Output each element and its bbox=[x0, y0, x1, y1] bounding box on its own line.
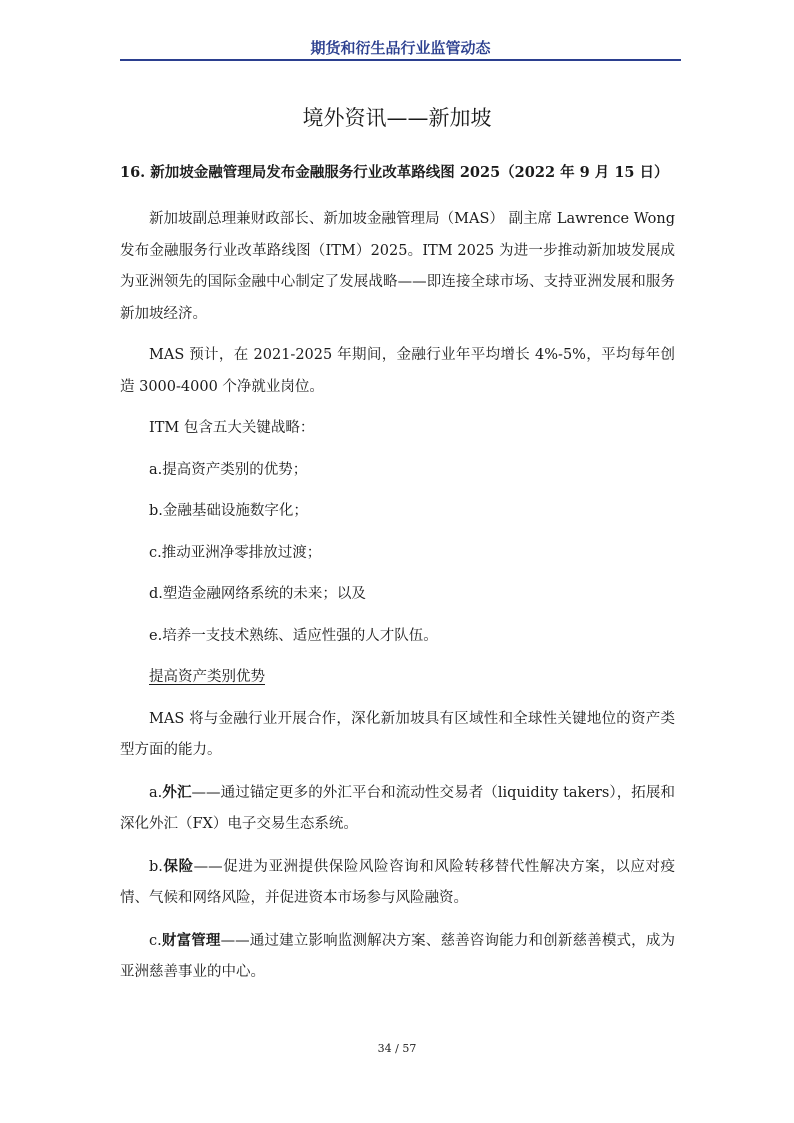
detail-term: 财富管理 bbox=[161, 931, 221, 949]
strategy-item-c: c.推动亚洲净零排放过渡； bbox=[149, 544, 322, 561]
intro-paragraph: 新加坡副总理兼财政部长、新加坡金融管理局（MAS） 副主席 Lawrence Wong 发布金融服务行业改革路线图（ITM）2025。ITM 2025 为进一步推动新加坡发展成为亚洲领先的国际金融中心制定了发展战略——即连接全球市场、支持亚洲发展和服务新加坡经济。 bbox=[120, 211, 675, 322]
detail-text: ——促进为亚洲提供保险风险咨询和风险转移替代性解决方案，以应对疫情、气候和网络风险，并促进资本市场参与风险融资。 bbox=[120, 858, 676, 906]
page-number: 34 / 57 bbox=[377, 1042, 417, 1055]
detail-prefix: b. bbox=[149, 858, 163, 875]
detail-text: ——通过建立影响监测解决方案、慈善咨询能力和创新慈善模式，成为亚洲慈善事业的中心。 bbox=[120, 932, 676, 980]
detail-term: 保险 bbox=[162, 857, 194, 875]
strategy-item-b: b.金融基础设施数字化； bbox=[149, 503, 308, 519]
subsection-heading-text: 提高资产类别优势 bbox=[149, 669, 265, 685]
subsection-heading bbox=[120, 662, 675, 694]
header-divider bbox=[120, 59, 681, 61]
strategy-item-a: a.提高资产类别的优势； bbox=[149, 461, 308, 478]
subsection-intro: MAS 将与金融行业开展合作，深化新加坡具有区域性和全球性关键地位的资产类型方面的能力。 bbox=[120, 710, 675, 758]
detail-prefix: c. bbox=[149, 932, 162, 949]
section-title: 境外资讯——新加坡 bbox=[302, 106, 492, 130]
detail-prefix: a. bbox=[149, 784, 163, 801]
strategies-intro: ITM 包含五大关键战略： bbox=[149, 420, 315, 436]
detail-item-wealth bbox=[120, 925, 675, 989]
article-body bbox=[120, 204, 675, 999]
detail-term: 外汇 bbox=[162, 783, 192, 801]
detail-text: ——通过锚定更多的外汇平台和流动性交易者（liquidity takers），拓展和深化外汇（FX）电子交易生态系统。 bbox=[120, 784, 675, 832]
strategy-item-d: d.塑造金融网络系统的未来；以及 bbox=[149, 586, 366, 602]
report-header-title: 期货和衍生品行业监管动态 bbox=[310, 39, 491, 57]
article-heading: 16. 新加坡金融管理局发布金融服务行业改革路线图 2025（2022 年 9 月 15 日） bbox=[120, 164, 669, 181]
detail-item-insurance bbox=[120, 851, 675, 915]
forecast-paragraph: MAS 预计，在 2021-2025 年期间，金融行业年平均增长 4%-5%，平均每年创造 3000-4000 个净就业岗位。 bbox=[120, 347, 675, 395]
strategy-item-e: e.培养一支技术熟练、适应性强的人才队伍。 bbox=[149, 627, 438, 644]
detail-item-fx bbox=[120, 777, 675, 841]
